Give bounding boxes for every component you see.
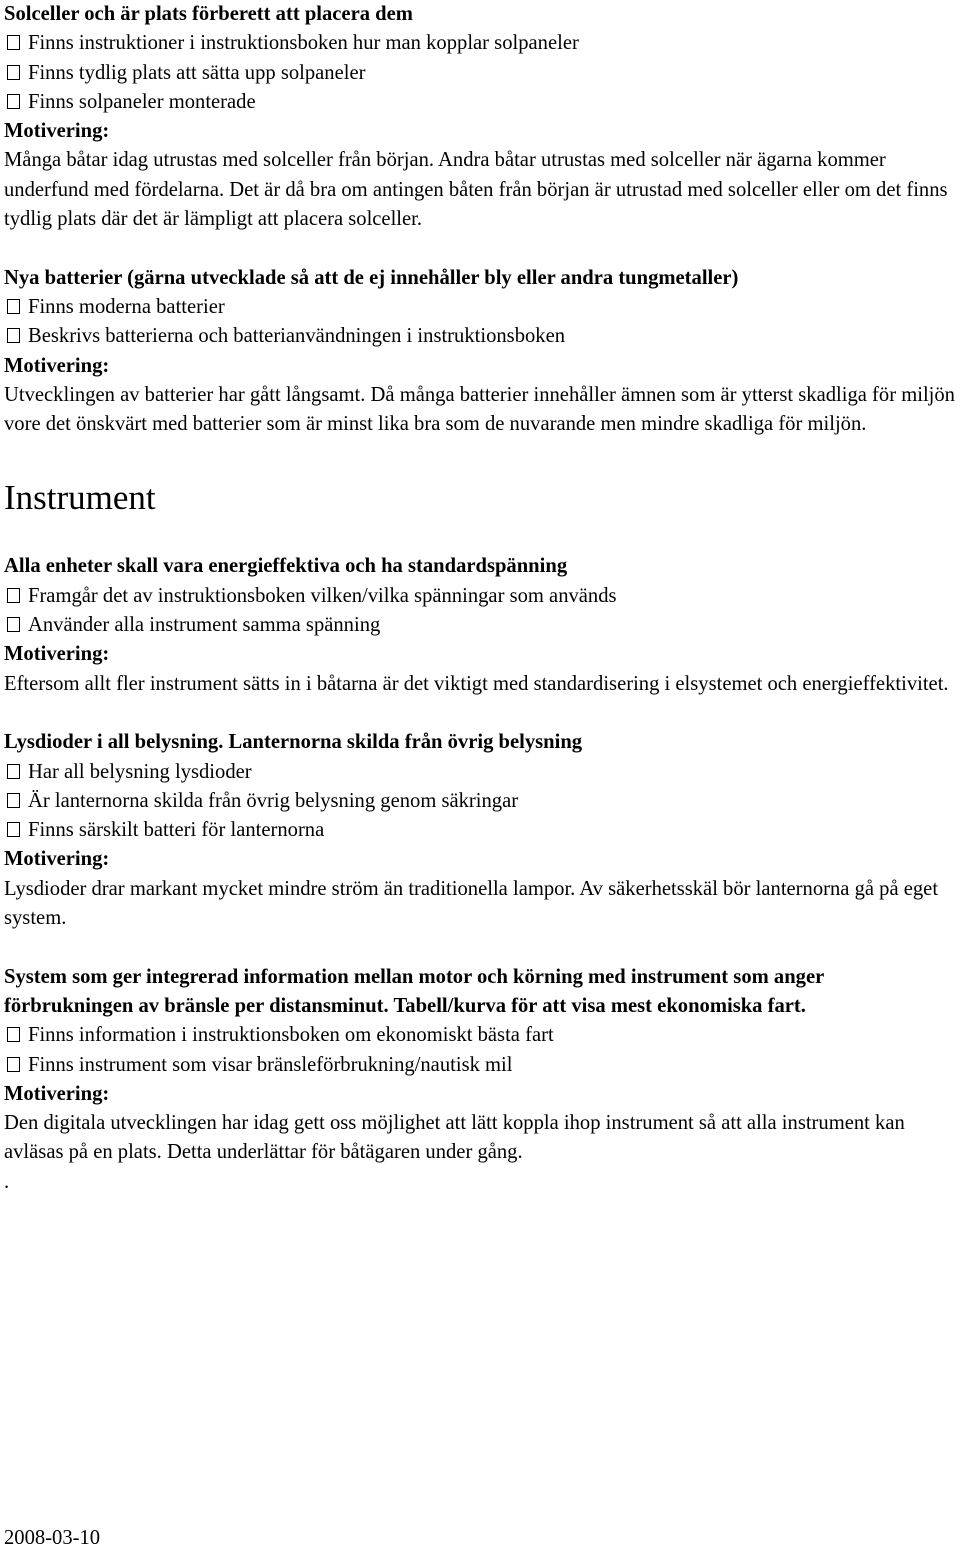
checklist-item [4, 1051, 958, 1080]
checklist-item-text: Finns moderna batterier [28, 295, 225, 318]
checklist-item-text: Är lanternorna skilda från övrig belysning genom säkringar [28, 789, 519, 812]
requirement-section [4, 963, 958, 1197]
checklist [4, 582, 958, 641]
checklist-item-text: Finns information i instruktionsboken om ekonomiskt bästa fart [28, 1024, 554, 1047]
checklist [4, 29, 958, 117]
motivation-text: Den digitala utvecklingen har idag gett oss möjlighet att lätt koppla ihop instrument så att alla instrument kan avläsas på en plats. Detta underlättar för båtägaren under gång. [4, 1112, 905, 1164]
checklist-item [4, 816, 958, 845]
checklist-item [4, 59, 958, 88]
trailing-dot: . [4, 1170, 10, 1193]
motivation-label: Motivering: [4, 643, 110, 666]
checkbox-icon [7, 764, 20, 779]
checklist-item [4, 582, 958, 611]
checkbox-icon [7, 94, 20, 109]
motivation-label: Motivering: [4, 848, 110, 871]
checklist-item-text: Använder alla instrument samma spänning [28, 614, 381, 637]
checklist-item [4, 293, 958, 322]
checklist-item-text: Finns särskilt batteri för lanternorna [28, 819, 325, 842]
checklist-item-text: Beskrivs batterierna och batterianvändningen i instruktionsboken [28, 325, 566, 348]
requirement-title: Solceller och är plats förberett att placera dem [4, 3, 413, 25]
motivation-text: Lysdioder drar markant mycket mindre ström än traditionella lampor. Av säkerhetsskäl bör lanternorna gå på eget system. [4, 877, 939, 930]
checkbox-icon [7, 617, 20, 632]
sections-bottom [4, 552, 958, 1197]
section-heading: Instrument [4, 478, 156, 518]
checkbox-icon [7, 35, 20, 50]
document-body [4, 0, 958, 1197]
checklist [4, 1021, 958, 1080]
checklist-item [4, 787, 958, 816]
requirement-title: Lysdioder i all belysning. Lanternorna skilda från övrig belysning [4, 731, 583, 754]
motivation-label: Motivering: [4, 1082, 110, 1105]
checklist-item-text: Har all belysning lysdioder [28, 760, 252, 783]
footer-date: 2008-03-10 [4, 1527, 101, 1549]
requirement-section [4, 264, 958, 440]
checkbox-icon [7, 1057, 20, 1072]
checklist-item [4, 322, 958, 351]
requirement-title: Alla enheter skall vara energieffektiva och ha standardspänning [4, 555, 568, 578]
checkbox-icon [7, 65, 20, 80]
checkbox-icon [7, 793, 20, 808]
requirement-section [4, 728, 958, 933]
checklist-item [4, 611, 958, 640]
motivation-text: Eftersom allt fler instrument sätts in i båtarna är det viktigt med standardisering i elsystemet och energieffektivitet. [4, 672, 949, 695]
motivation-label: Motivering: [4, 120, 110, 143]
checkbox-icon [7, 328, 20, 343]
checkbox-icon [7, 1027, 20, 1042]
requirement-title: Nya batterier (gärna utvecklade så att de ej innehåller bly eller andra tungmetaller) [4, 266, 739, 289]
motivation-text: Utvecklingen av batterier har gått långsamt. Då många batterier innehåller ämnen som är ytterst skadliga för miljön vore det önskvärt med batterier som är minst lika bra som de nuvarande men mindre skadliga för miljön. [4, 383, 955, 436]
checklist-item [4, 1021, 958, 1050]
motivation-label: Motivering: [4, 354, 110, 377]
checkbox-icon [7, 588, 20, 603]
requirement-section [4, 0, 958, 234]
sections-top [4, 0, 958, 439]
requirement-title: System som ger integrerad information mellan motor och körning med instrument som anger förbrukningen av bränsle per distansminut. Tabell/kurva för att visa mest ekonomiska fart. [4, 965, 824, 1017]
motivation-text: Många båtar idag utrustas med solceller från början. Andra båtar utrustas med solceller när ägarna kommer underfund med fördelarna. Det är då bra om antingen båten från början är utrustad med solceller eller om det finns tydlig plats där det är lämpligt att placera solceller. [4, 149, 948, 231]
requirement-section [4, 552, 958, 698]
checklist-item-text: Framgår det av instruktionsboken vilken/vilka spänningar som används [28, 584, 617, 607]
checklist-item-text: Finns tydlig plats att sätta upp solpaneler [28, 61, 366, 84]
checklist-item [4, 88, 958, 117]
checklist [4, 293, 958, 352]
checklist-item-text: Finns solpaneler monterade [28, 90, 256, 113]
checklist [4, 758, 958, 846]
checklist-item-text: Finns instrument som visar bränsleförbrukning/nautisk mil [28, 1053, 513, 1076]
checkbox-icon [7, 822, 20, 837]
checklist-item [4, 29, 958, 58]
checklist-item [4, 758, 958, 787]
checkbox-icon [7, 299, 20, 314]
checklist-item-text: Finns instruktioner i instruktionsboken hur man kopplar solpaneler [28, 32, 579, 55]
